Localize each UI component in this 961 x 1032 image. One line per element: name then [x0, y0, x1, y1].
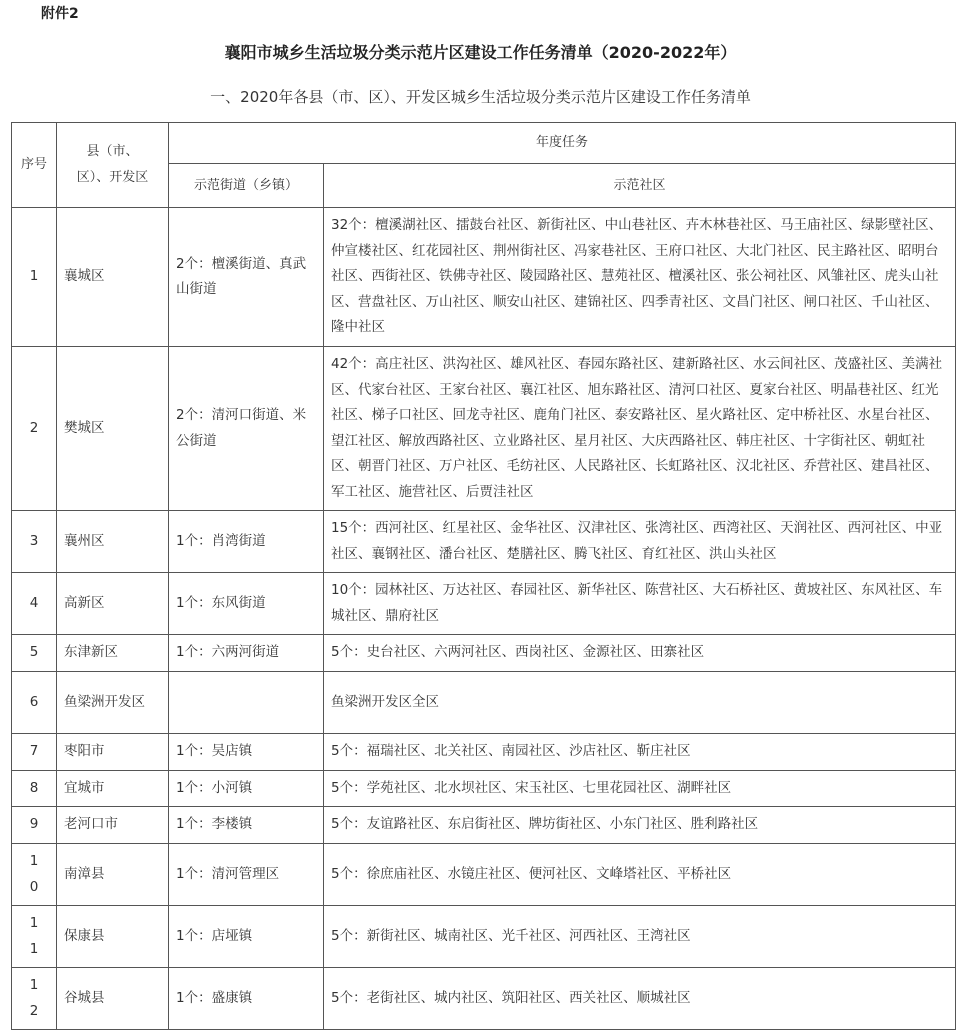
row-county: 宜城市: [57, 771, 169, 807]
row-index: 7: [12, 734, 57, 771]
row-community: 42个：高庄社区、洪沟社区、雄风社区、春园东路社区、建新路社区、水云间社区、茂盛社区、美满社区、代家台社区、王家台社区、襄江社区、旭东路社区、清河口社区、夏家台社区、明晶巷社区、红光社区、梯子口社区、回龙寺社区、鹿角门社区、泰安路社区、星火路社区、定中桥社区、水星台社区、望江社区、解放西路社区、立业路社区、星月社区、大庆西路社区、韩庄社区、十字街社区、朝虹社区、朝晋门社区、万户社区、毛纺社区、人民路社区、长虹路社区、汉北社区、乔营社区、建昌社区、军工社区、施营社区、后贾洼社区: [324, 347, 956, 511]
table-row: [12, 672, 956, 734]
table-row: [12, 347, 956, 511]
row-street: 1个：盛康镇: [169, 968, 324, 1030]
row-community: 5个：徐庶庙社区、水镜庄社区、便河社区、文峰塔社区、平桥社区: [324, 844, 956, 906]
row-street: 2个：清河口街道、米公街道: [169, 347, 324, 511]
document-title: 襄阳市城乡生活垃圾分类示范片区建设工作任务清单（2020-2022年）: [224, 43, 737, 62]
row-index: [12, 968, 57, 1030]
row-street: 1个：店垭镇: [169, 906, 324, 968]
row-index: 4: [12, 573, 57, 635]
row-index: [12, 906, 57, 968]
row-community: 5个：学苑社区、北水坝社区、宋玉社区、七里花园社区、湖畔社区: [324, 771, 956, 807]
table-row: [12, 734, 956, 771]
attachment-label: 附件2: [41, 6, 79, 22]
row-community: 5个：史台社区、六两河社区、西岗社区、金源社区、田寨社区: [324, 635, 956, 672]
row-index: 3: [12, 511, 57, 573]
row-community: 5个：福瑞社区、北关社区、南园社区、沙店社区、靳庄社区: [324, 734, 956, 771]
row-county: 老河口市: [57, 807, 169, 844]
table-row: [12, 968, 956, 1030]
header-street: 示范街道（乡镇）: [169, 164, 324, 208]
row-county: 襄州区: [57, 511, 169, 573]
row-street: 1个：肖湾街道: [169, 511, 324, 573]
table-row: [12, 635, 956, 672]
row-index: 9: [12, 807, 57, 844]
row-county: 谷城县: [57, 968, 169, 1030]
row-index: 6: [12, 672, 57, 734]
row-county: 高新区: [57, 573, 169, 635]
row-index: 2: [12, 347, 57, 511]
row-county: 保康县: [57, 906, 169, 968]
row-county: 枣阳市: [57, 734, 169, 771]
row-community: 15个：西河社区、红星社区、金华社区、汉津社区、张湾社区、西湾社区、天润社区、西河社区、中亚社区、襄钢社区、潘台社区、楚膳社区、腾飞社区、育红社区、洪山头社区: [324, 511, 956, 573]
row-street: 1个：清河管理区: [169, 844, 324, 906]
row-county: 襄城区: [57, 208, 169, 347]
header-index: 序号: [12, 123, 57, 208]
row-index-text: 10: [29, 853, 39, 896]
row-index: [12, 844, 57, 906]
row-community: 10个：园林社区、万达社区、春园社区、新华社区、陈营社区、大石桥社区、黄坡社区、东风社区、车城社区、鼎府社区: [324, 573, 956, 635]
table-row: [12, 906, 956, 968]
table-row: [12, 771, 956, 807]
row-street: 1个：李楼镇: [169, 807, 324, 844]
row-community: 鱼梁洲开发区全区: [324, 672, 956, 734]
document-subtitle: 一、2020年各县（市、区）、开发区城乡生活垃圾分类示范片区建设工作任务清单: [210, 88, 751, 106]
task-table: [11, 122, 956, 1030]
row-community: 32个：檀溪湖社区、擂鼓台社区、新街社区、中山巷社区、卉木林巷社区、马王庙社区、绿影壁社区、仲宣楼社区、红花园社区、荆州街社区、冯家巷社区、王府口社区、大北门社区、民主路社区、昭明台社区、西街社区、铁佛寺社区、陵园路社区、慧苑社区、檀溪社区、张公祠社区、风雏社区、虎头山社区、营盘社区、万山社区、顺安山社区、建锦社区、四季青社区、文昌门社区、闸口社区、千山社区、隆中社区: [324, 208, 956, 347]
row-street: 1个：六两河街道: [169, 635, 324, 672]
header-community: 示范社区: [324, 164, 956, 208]
header-county: 县（市、区）、开发区: [57, 123, 169, 208]
row-index: 8: [12, 771, 57, 807]
row-street: 2个：檀溪街道、真武山街道: [169, 208, 324, 347]
row-index: 5: [12, 635, 57, 672]
table-row: [12, 208, 956, 347]
row-county: 东津新区: [57, 635, 169, 672]
row-index-text: 12: [29, 977, 39, 1020]
row-community: 5个：新街社区、城南社区、光千社区、河西社区、王湾社区: [324, 906, 956, 968]
row-index-text: 11: [29, 915, 39, 958]
row-street: 1个：吴店镇: [169, 734, 324, 771]
row-street: 1个：小河镇: [169, 771, 324, 807]
header-annual: 年度任务: [169, 123, 956, 164]
row-street: [169, 672, 324, 734]
row-county: 南漳县: [57, 844, 169, 906]
row-street: 1个：东风街道: [169, 573, 324, 635]
table-row: [12, 573, 956, 635]
header-row-1: [12, 123, 956, 164]
row-index: 1: [12, 208, 57, 347]
table-row: [12, 807, 956, 844]
row-community: 5个：老街社区、城内社区、筑阳社区、西关社区、顺城社区: [324, 968, 956, 1030]
row-community: 5个：友谊路社区、东启街社区、牌坊街社区、小东门社区、胜利路社区: [324, 807, 956, 844]
row-county: 鱼梁洲开发区: [57, 672, 169, 734]
table-row: [12, 844, 956, 906]
table-row: [12, 511, 956, 573]
row-county: 樊城区: [57, 347, 169, 511]
